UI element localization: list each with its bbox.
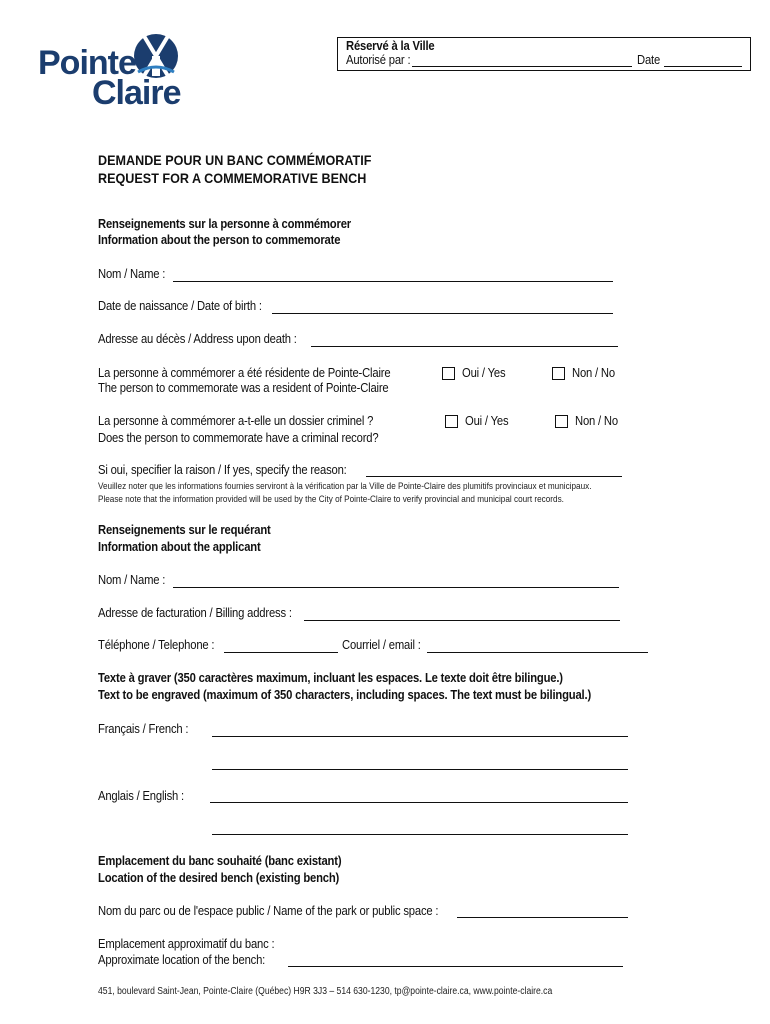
reserved-for-city-box — [337, 37, 751, 71]
billing-address-field[interactable] — [304, 620, 620, 621]
french-text-label: Français / French : — [98, 722, 189, 736]
footer-address: 451, boulevard Saint-Jean, Pointe-Claire (Québec) H9R 3J3 – 514 630-1230, tp@pointe-claire.ca, www.pointe-claire.ca — [98, 986, 553, 997]
applicant-heading-en: Information about the applicant — [98, 540, 261, 554]
person-heading-fr: Renseignements sur la personne à commémorer — [98, 217, 351, 231]
reserve-date-label: Date — [637, 53, 661, 67]
engraving-heading-en: Text to be engraved (maximum of 350 characters, including spaces. The text must be bilingual.) — [98, 688, 592, 702]
person-address-field[interactable] — [311, 346, 618, 347]
verification-notice-fr: Veuillez noter que les informations fournies serviront à la vérification par la Ville de Pointe-Claire des plumitifs provinciaux et municipaux. — [98, 481, 592, 492]
email-field[interactable] — [427, 652, 648, 653]
resident-no-checkbox[interactable] — [552, 367, 565, 380]
applicant-heading-fr: Renseignements sur le requérant — [98, 523, 271, 537]
resident-no-label: Non / No — [572, 366, 615, 380]
resident-yes-label: Oui / Yes — [462, 366, 506, 380]
logo-word-pointe: Pointe — [38, 44, 136, 82]
park-name-label: Nom du parc ou de l'espace public / Name of the park or public space : — [98, 904, 439, 918]
criminal-no-checkbox[interactable] — [555, 415, 568, 428]
location-heading-en: Location of the desired bench (existing bench) — [98, 871, 340, 885]
resident-question-fr: La personne à commémorer a été résidente de Pointe-Claire — [98, 366, 391, 380]
verification-notice-en: Please note that the information provided will be used by the City of Pointe-Claire to verify provincial and municipal court records. — [98, 494, 564, 505]
reason-label: Si oui, specifier la raison / If yes, specify the reason: — [98, 463, 347, 477]
french-text-line-1[interactable] — [212, 736, 628, 737]
engraving-heading-fr: Texte à graver (350 caractères maximum, incluant les espaces. Le texte doit être bilingue.) — [98, 671, 563, 685]
location-heading-fr: Emplacement du banc souhaité (banc existant) — [98, 854, 342, 868]
logo-word-claire: Claire — [92, 74, 181, 112]
park-name-field[interactable] — [457, 917, 628, 918]
person-name-field[interactable] — [173, 281, 613, 282]
approx-location-label-en: Approximate location of the bench: — [98, 953, 266, 967]
email-label: Courriel / email : — [342, 638, 421, 652]
criminal-no-label: Non / No — [575, 414, 618, 428]
person-dob-label: Date de naissance / Date of birth : — [98, 299, 262, 313]
pointe-claire-logo — [38, 24, 188, 119]
phone-field[interactable] — [224, 652, 338, 653]
form-title-en: REQUEST FOR A COMMEMORATIVE BENCH — [98, 170, 367, 186]
person-dob-field[interactable] — [272, 313, 613, 314]
criminal-yes-checkbox[interactable] — [445, 415, 458, 428]
person-name-label: Nom / Name : — [98, 267, 166, 281]
phone-label: Téléphone / Telephone : — [98, 638, 215, 652]
english-text-line-2[interactable] — [212, 834, 628, 835]
reserved-heading: Réservé à la Ville — [346, 39, 435, 53]
applicant-name-field[interactable] — [173, 587, 619, 588]
authorized-by-field[interactable] — [412, 66, 632, 67]
english-text-line-1[interactable] — [210, 802, 628, 803]
resident-question-en: The person to commemorate was a resident of Pointe-Claire — [98, 381, 389, 395]
approx-location-label-fr: Emplacement approximatif du banc : — [98, 937, 275, 951]
person-address-label: Adresse au décès / Address upon death : — [98, 332, 297, 346]
authorized-by-label: Autorisé par : — [346, 53, 411, 67]
reserve-date-field[interactable] — [664, 66, 742, 67]
criminal-question-fr: La personne à commémorer a-t-elle un dossier criminel ? — [98, 414, 374, 428]
english-text-label: Anglais / English : — [98, 789, 185, 803]
approx-location-field[interactable] — [288, 966, 623, 967]
form-title-fr: DEMANDE POUR UN BANC COMMÉMORATIF — [98, 152, 372, 168]
french-text-line-2[interactable] — [212, 769, 628, 770]
applicant-name-label: Nom / Name : — [98, 573, 166, 587]
reason-field[interactable] — [366, 476, 622, 477]
criminal-yes-label: Oui / Yes — [465, 414, 509, 428]
billing-address-label: Adresse de facturation / Billing address : — [98, 606, 292, 620]
resident-yes-checkbox[interactable] — [442, 367, 455, 380]
person-heading-en: Information about the person to commemorate — [98, 233, 341, 247]
criminal-question-en: Does the person to commemorate have a criminal record? — [98, 431, 379, 445]
